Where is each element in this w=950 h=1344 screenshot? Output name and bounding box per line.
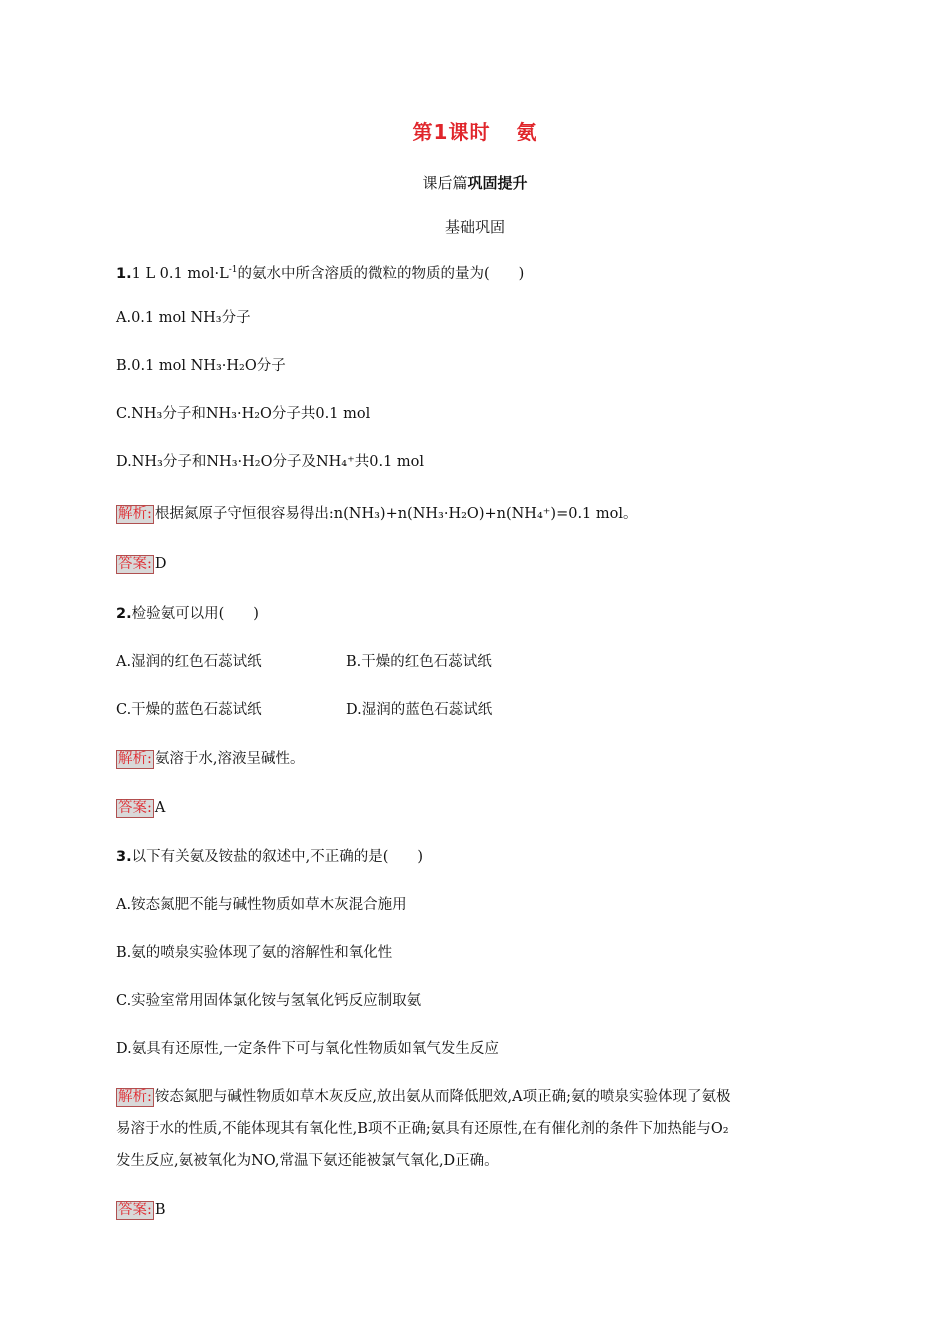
question-2-option-b: B.干燥的红色石蕊试纸 <box>346 654 492 670</box>
question-3-option-b: B.氨的喷泉实验体现了氨的溶解性和氧化性 <box>116 945 393 961</box>
page-subtitle <box>0 172 950 193</box>
analysis-text: 铵态氮肥与碱性物质如草木灰反应,放出氨从而降低肥效,A项正确;氨的喷泉实验体现了氨极 <box>154 1089 731 1105</box>
question-3-option-c: C.实验室常用固体氯化铵与氢氧化钙反应制取氨 <box>116 993 422 1009</box>
question-3-option-d: D.氨具有还原性,一定条件下可与氧化性物质如氧气发生反应 <box>116 1041 499 1057</box>
question-2-stem <box>116 603 836 625</box>
question-1-analysis <box>116 503 836 525</box>
question-2-options-row-1 <box>116 651 836 673</box>
answer-text: A <box>154 800 166 816</box>
subtitle-normal: 课后篇 <box>422 174 468 192</box>
answer-label: 答案: <box>118 556 152 572</box>
page-title <box>0 116 950 145</box>
question-3-option-a: A.铵态氮肥不能与碱性物质如草木灰混合施用 <box>116 897 407 913</box>
question-3-analysis-line-2: 易溶于水的性质,不能体现其有氧化性,B项不正确;氨具有还原性,在有催化剂的条件下加热能与O₂ <box>116 1121 729 1137</box>
question-1-stem <box>116 259 836 285</box>
question-1-option-a: A.0.1 mol NH₃分子 <box>116 310 251 326</box>
title-topic: 氨 <box>516 120 538 144</box>
stem-text-a: 1 L 0.1 mol·L <box>131 265 229 282</box>
question-1-option-b: B.0.1 mol NH₃·H₂O分子 <box>116 358 286 374</box>
section-heading: 基础巩固 <box>444 218 505 236</box>
answer-label: 答案: <box>118 800 152 816</box>
analysis-text: 氨溶于水,溶液呈碱性。 <box>154 751 305 767</box>
stem-text: 检验氨可以用( ) <box>131 606 259 622</box>
stem-text: 以下有关氨及铵盐的叙述中,不正确的是( ) <box>131 849 424 865</box>
analysis-label: 解析: <box>118 751 152 767</box>
question-2-options-row-2 <box>116 699 836 721</box>
stem-text-b: 的氨水中所含溶质的微粒的物质的量为( ) <box>237 265 525 282</box>
answer-text: B <box>154 1202 166 1218</box>
question-number: 2. <box>116 606 132 622</box>
analysis-label: 解析: <box>118 1089 152 1105</box>
question-1-option-d: D.NH₃分子和NH₃·H₂O分子及NH₄⁺共0.1 mol <box>116 454 425 470</box>
question-2-option-c: C.干燥的蓝色石蕊试纸 <box>116 702 262 718</box>
question-1-answer <box>116 553 836 575</box>
answer-text: D <box>154 556 167 572</box>
answer-label: 答案: <box>118 1202 152 1218</box>
analysis-label: 解析: <box>118 506 152 522</box>
question-2-answer <box>116 797 836 819</box>
stem-superscript: -1 <box>228 265 238 275</box>
question-number: 1. <box>116 265 132 282</box>
question-3-analysis-line-3: 发生反应,氨被氧化为NO,常温下氨还能被氯气氧化,D正确。 <box>116 1153 499 1169</box>
question-number: 3. <box>116 849 132 865</box>
subtitle-bold: 巩固提升 <box>467 174 528 192</box>
title-lesson: 第1课时 <box>412 120 491 144</box>
question-2-option-d: D.湿润的蓝色石蕊试纸 <box>346 702 493 718</box>
analysis-text: 根据氮原子守恒很容易得出:n(NH₃)+n(NH₃·H₂O)+n(NH₄⁺)=0.1 mol。 <box>154 506 638 522</box>
question-3-stem <box>116 846 836 868</box>
question-3-analysis-line-1 <box>116 1086 836 1108</box>
question-1-option-c: C.NH₃分子和NH₃·H₂O分子共0.1 mol <box>116 406 371 422</box>
question-2-analysis <box>116 748 836 770</box>
question-2-option-a: A.湿润的红色石蕊试纸 <box>116 654 262 670</box>
question-3-answer <box>116 1199 836 1221</box>
